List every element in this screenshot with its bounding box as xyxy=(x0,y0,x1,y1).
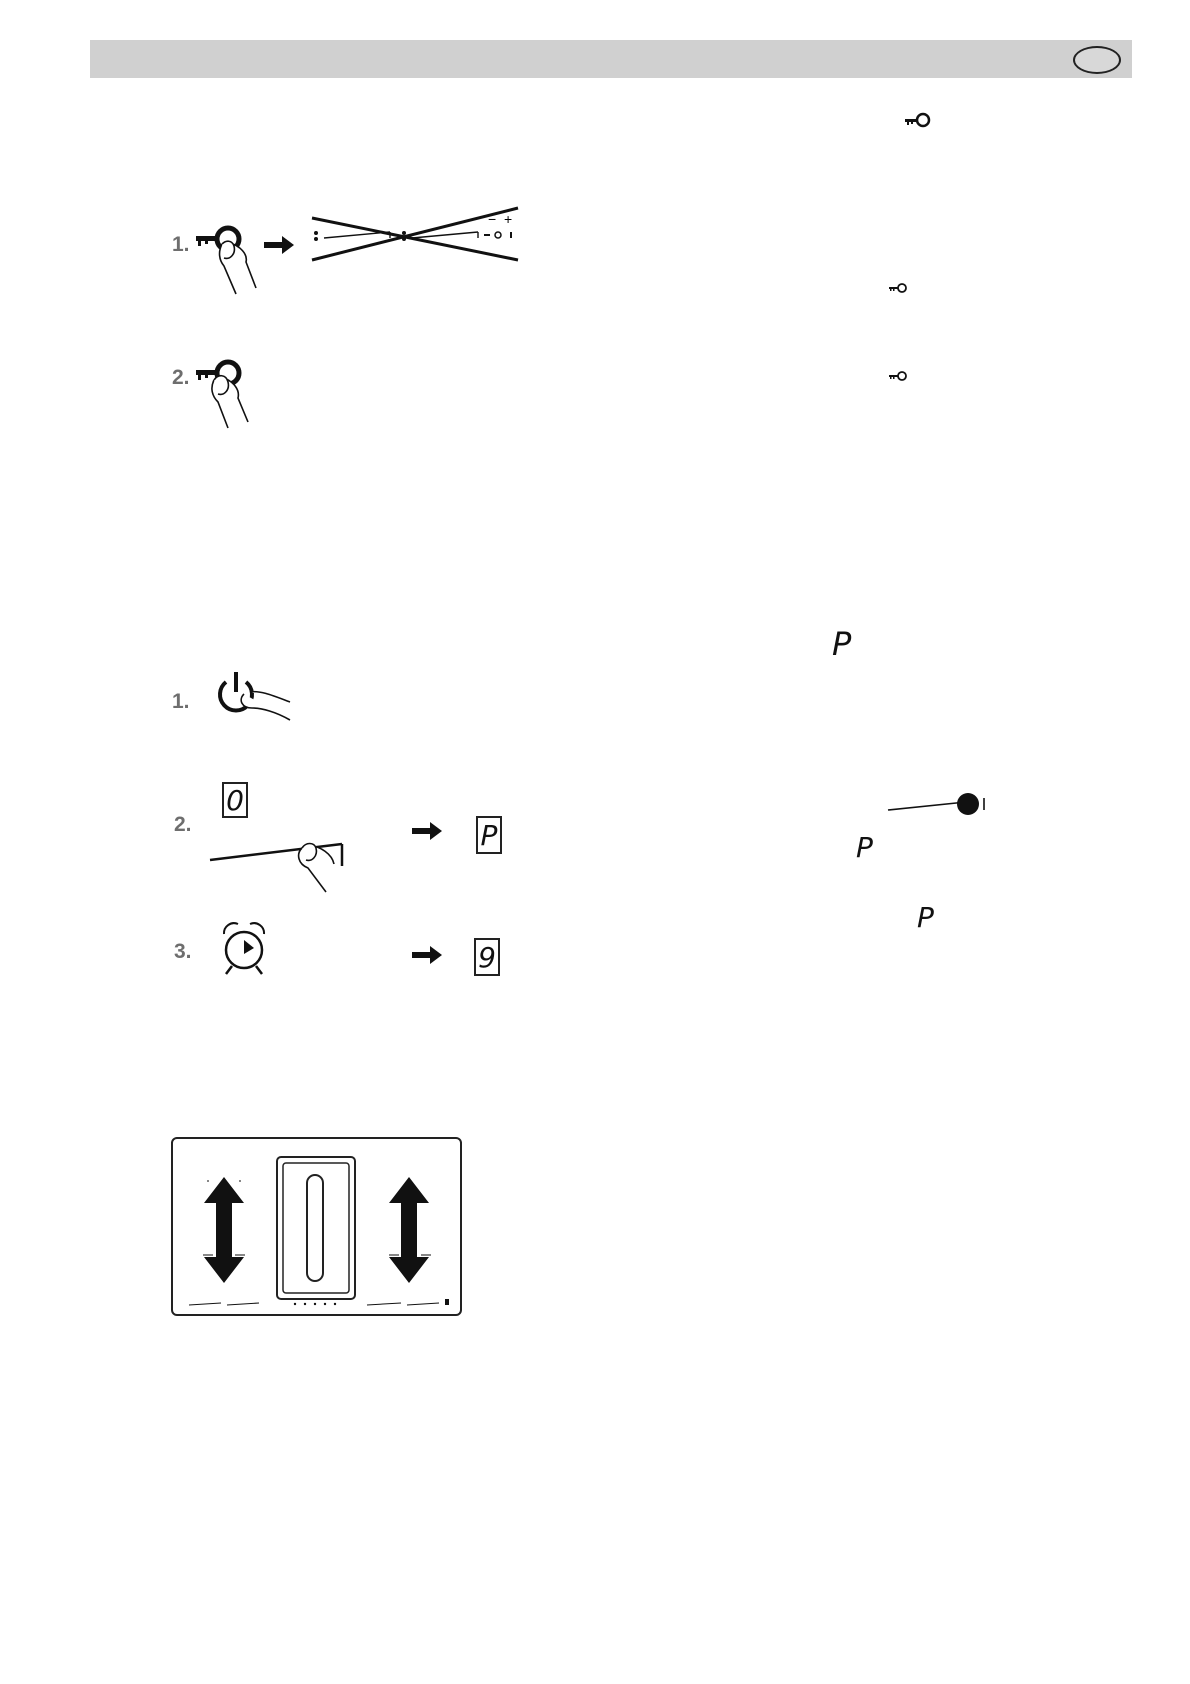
arrow-right-icon xyxy=(412,822,444,840)
slider-touch-illustration xyxy=(210,836,350,894)
display-p-symbol: P xyxy=(856,831,873,864)
display-p-symbol: P xyxy=(917,901,934,934)
minus-label: − xyxy=(488,211,497,227)
power-step-2-number: 2. xyxy=(174,813,192,836)
display-digit-before: 0 xyxy=(222,782,248,818)
control-panel-diagram xyxy=(171,1137,463,1317)
key-icon xyxy=(905,112,933,128)
power-step-1-number: 1. xyxy=(172,690,190,713)
display-p-symbol: P xyxy=(832,625,852,663)
power-touch-illustration xyxy=(216,672,294,730)
display-digit-after: P xyxy=(476,816,502,854)
slider-dot-icon xyxy=(888,794,990,820)
plus-label: + xyxy=(504,211,513,227)
key-touch-illustration xyxy=(196,226,266,298)
lock-step-2-number: 2. xyxy=(172,366,190,389)
header-bar xyxy=(90,40,1132,78)
arrow-right-icon xyxy=(412,946,444,964)
crossed-out-control-panel xyxy=(312,208,526,270)
finger-icon xyxy=(241,692,290,720)
power-step-3-number: 3. xyxy=(174,940,192,963)
key-touch-illustration xyxy=(196,360,266,432)
alarm-clock-icon xyxy=(218,920,270,980)
display-digit-timer: 9 xyxy=(474,938,500,976)
key-icon xyxy=(889,370,909,382)
lock-step-1-number: 1. xyxy=(172,233,190,256)
language-badge xyxy=(1073,46,1121,74)
key-icon xyxy=(889,282,909,294)
arrow-right-icon xyxy=(264,236,296,254)
